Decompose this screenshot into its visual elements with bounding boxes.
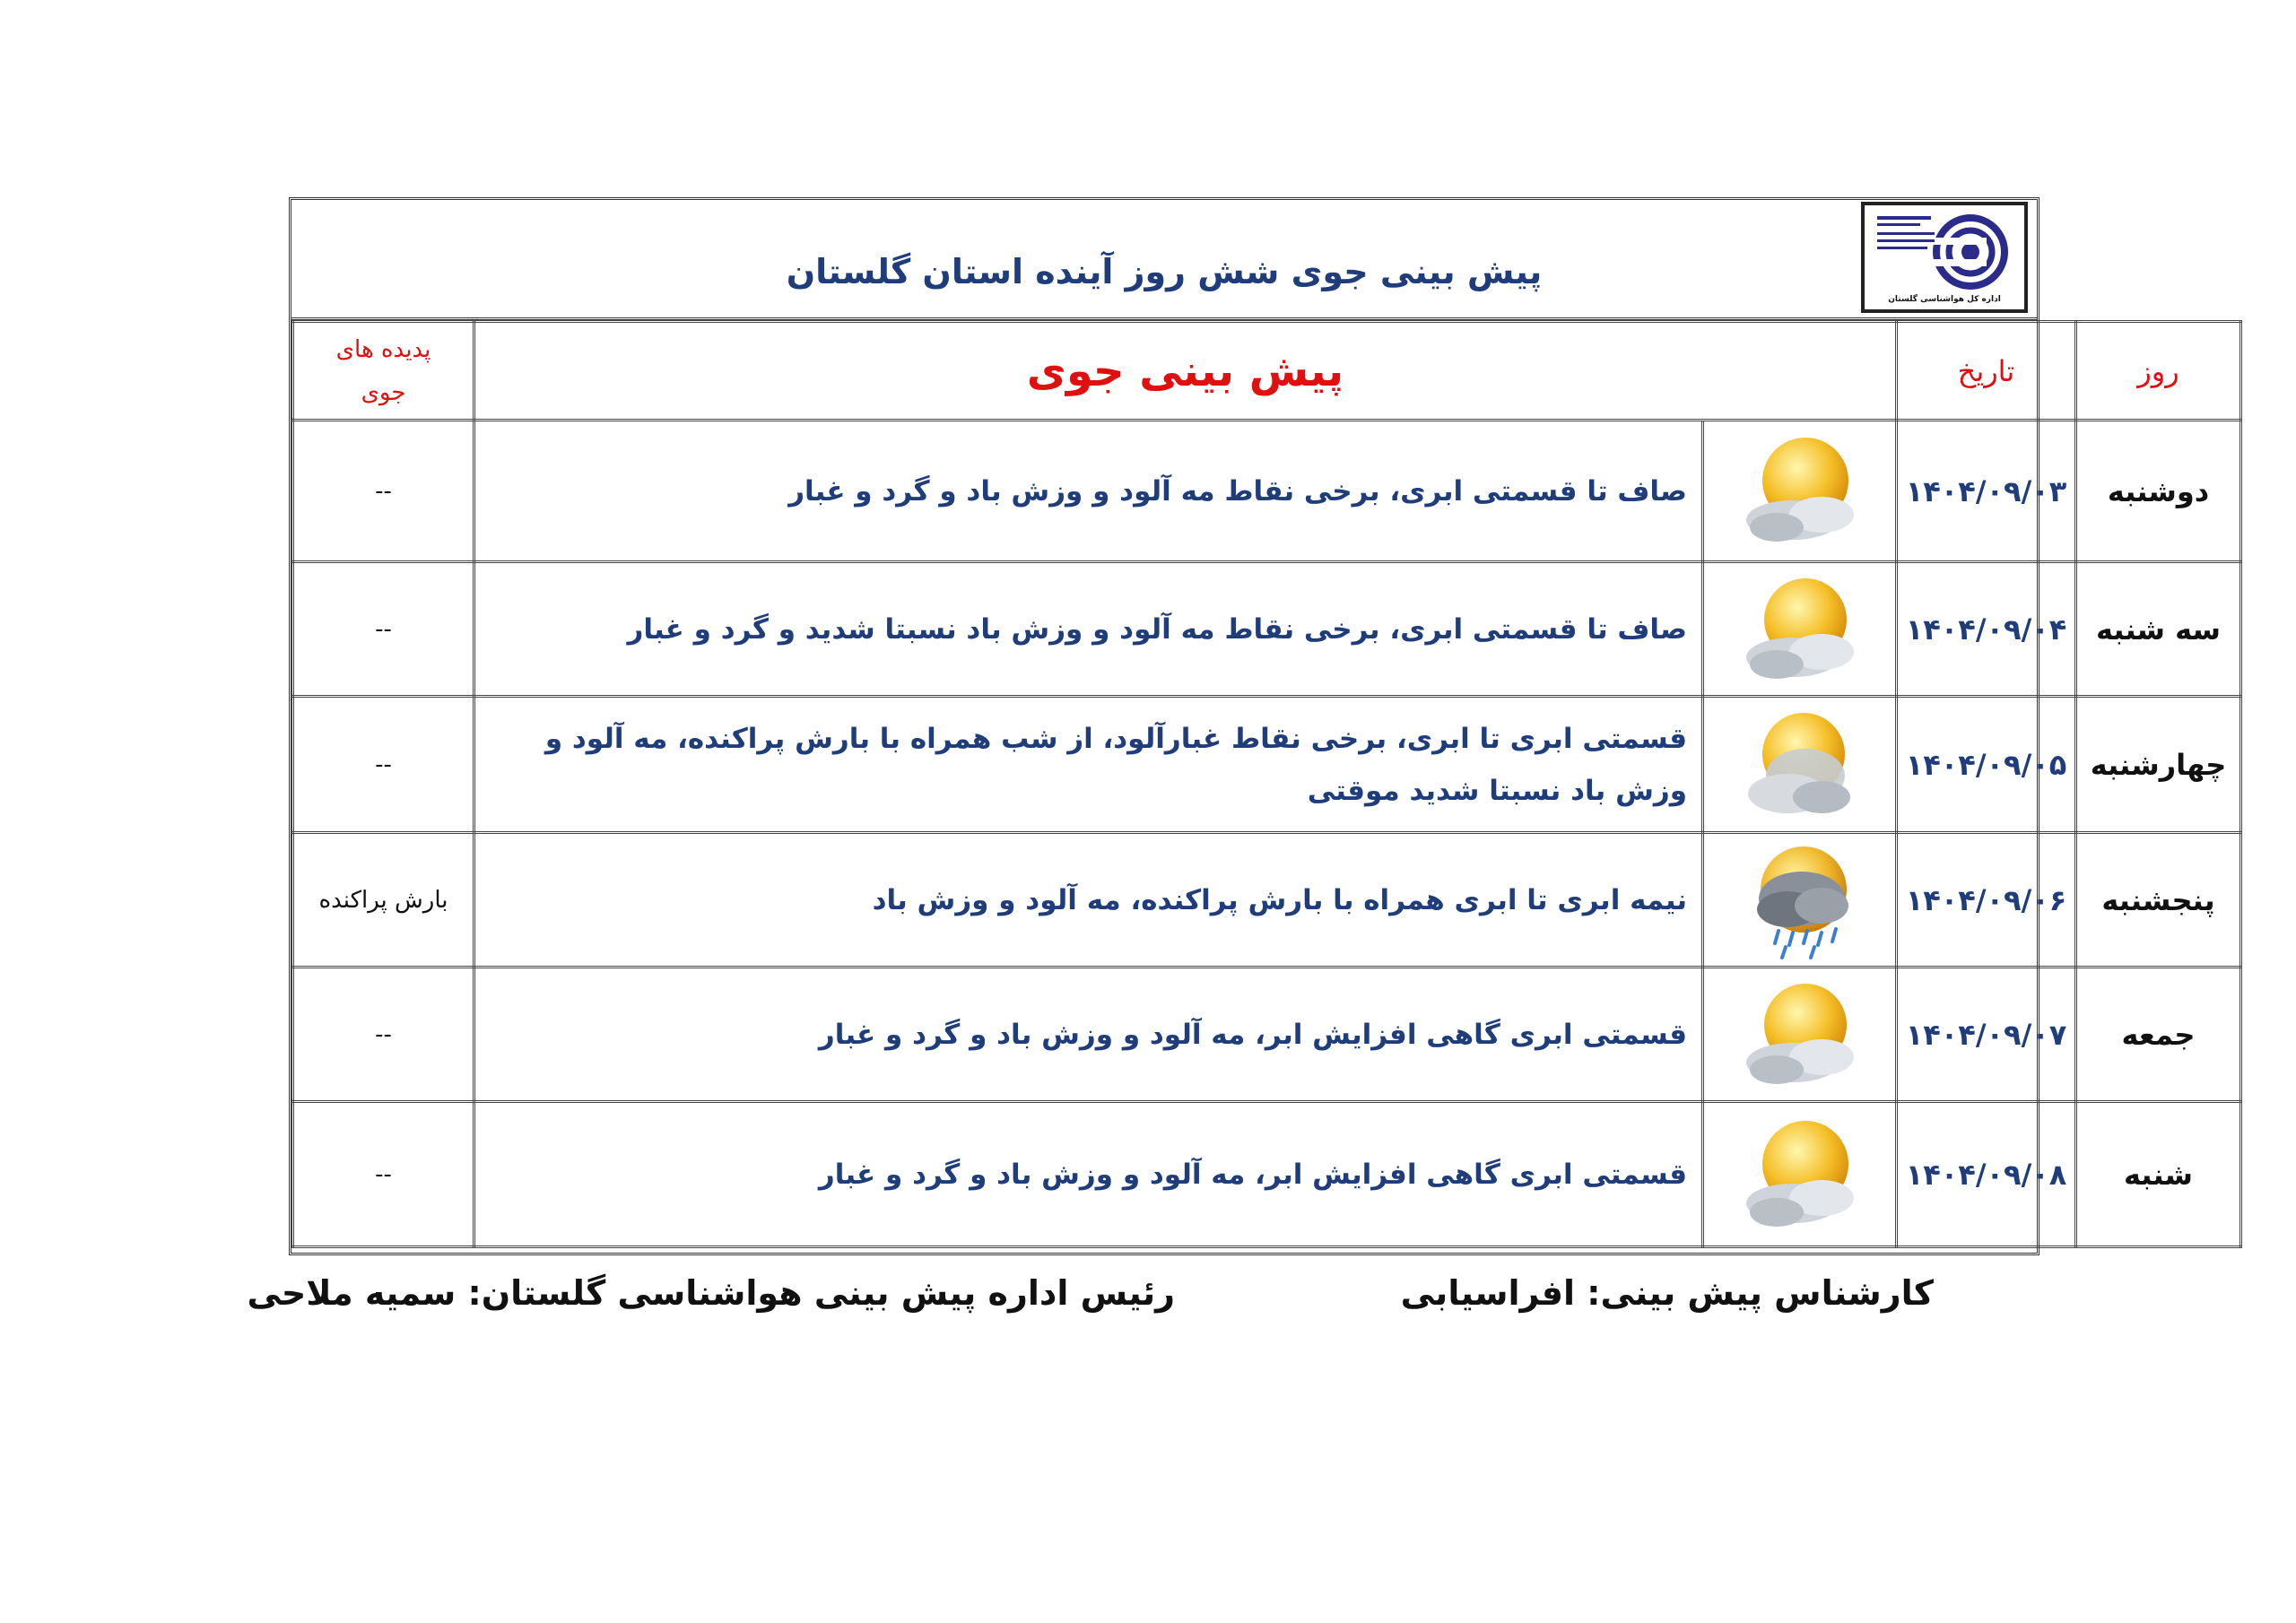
weather-icon-cell (1703, 697, 1897, 833)
rain-cloud-icon (1728, 839, 1872, 961)
phenomena-cell: بارش پراکنده (293, 833, 474, 968)
weather-icon-cell (1703, 1102, 1897, 1247)
forecast-description: صاف تا قسمتی ابری، برخی نقاط مه آلود و وزش باد و گرد و غبار (474, 421, 1703, 562)
header-forecast: پیش بینی جوی (474, 322, 1897, 421)
weather-icon-cell (1703, 968, 1897, 1102)
partly-cloudy-icon (1728, 429, 1872, 554)
day-cell: سه شنبه (2076, 562, 2241, 697)
forecast-description: قسمتی ابری تا ابری، برخی نقاط غبارآلود، از شب همراه با بارش پراکنده، مه آلود و وزش باد نسبتا شدید موقتی (474, 697, 1703, 833)
partly-cloudy-icon (1728, 1112, 1872, 1237)
table-row (293, 421, 2241, 562)
forecast-description: قسمتی ابری گاهی افزایش ابر، مه آلود و وزش باد و گرد و غبار (474, 1102, 1703, 1247)
header-phenomena-line2: جوی (361, 378, 406, 406)
weather-icon-cell (1703, 421, 1897, 562)
day-cell: دوشنبه (2076, 421, 2241, 562)
day-cell: شنبه (2076, 1102, 2241, 1247)
header-day: روز (2076, 322, 2241, 421)
partly-cloudy-icon (1728, 569, 1872, 690)
meteorological-organization-logo (1861, 202, 2028, 313)
date-cell: ۱۴۰۴/۰۹/۰۴ (1897, 562, 2076, 697)
day-cell: چهارشنبه (2076, 697, 2241, 833)
date-cell: ۱۴۰۴/۰۹/۰۸ (1897, 1102, 2076, 1247)
table-row (293, 562, 2241, 697)
header-date: تاریخ (1897, 322, 2076, 421)
logo-emblem-icon (1865, 205, 2024, 309)
date-cell: ۱۴۰۴/۰۹/۰۷ (1897, 968, 2076, 1102)
phenomena-cell: -- (293, 1102, 474, 1247)
forecast-table (291, 320, 2242, 1248)
day-cell: پنجشنبه (2076, 833, 2241, 968)
page-title: پیش بینی جوی شش روز آینده استان گلستان (786, 252, 1543, 291)
header-phenomena-line1: پدیده های (335, 335, 431, 363)
date-cell: ۱۴۰۴/۰۹/۰۶ (1897, 833, 2076, 968)
phenomena-cell: -- (293, 968, 474, 1102)
forecast-description: نیمه ابری تا ابری همراه با بارش پراکنده، مه آلود و وزش باد (474, 833, 1703, 968)
table-row (293, 833, 2241, 968)
weather-icon-cell (1703, 833, 1897, 968)
day-cell: جمعه (2076, 968, 2241, 1102)
weather-icon-cell (1703, 562, 1897, 697)
phenomena-cell: -- (293, 697, 474, 833)
header-phenomena (293, 322, 474, 421)
department-head-signature: رئیس اداره پیش بینی هواشناسی گلستان: سمیه ملاحی (247, 1273, 1175, 1313)
table-row (293, 968, 2241, 1102)
date-cell: ۱۴۰۴/۰۹/۰۵ (1897, 697, 2076, 833)
partly-cloudy-icon (1728, 975, 1872, 1095)
header-row (293, 322, 2241, 421)
forecast-frame (289, 197, 2227, 1255)
phenomena-cell: -- (293, 562, 474, 697)
forecast-description: قسمتی ابری گاهی افزایش ابر، مه آلود و وزش باد و گرد و غبار (474, 968, 1703, 1102)
table-row (293, 1102, 2241, 1247)
date-cell: ۱۴۰۴/۰۹/۰۳ (1897, 421, 2076, 562)
table-row (293, 697, 2241, 833)
forecaster-signature: کارشناس پیش بینی: افراسیابی (1400, 1273, 1934, 1313)
logo-caption: اداره کل هواشناسی گلستان (1888, 295, 2001, 304)
title-row (291, 200, 2037, 320)
phenomena-cell: -- (293, 421, 474, 562)
sun-behind-cloud-icon (1728, 704, 1872, 826)
forecast-description: صاف تا قسمتی ابری، برخی نقاط مه آلود و وزش باد نسبتا شدید و گرد و غبار (474, 562, 1703, 697)
